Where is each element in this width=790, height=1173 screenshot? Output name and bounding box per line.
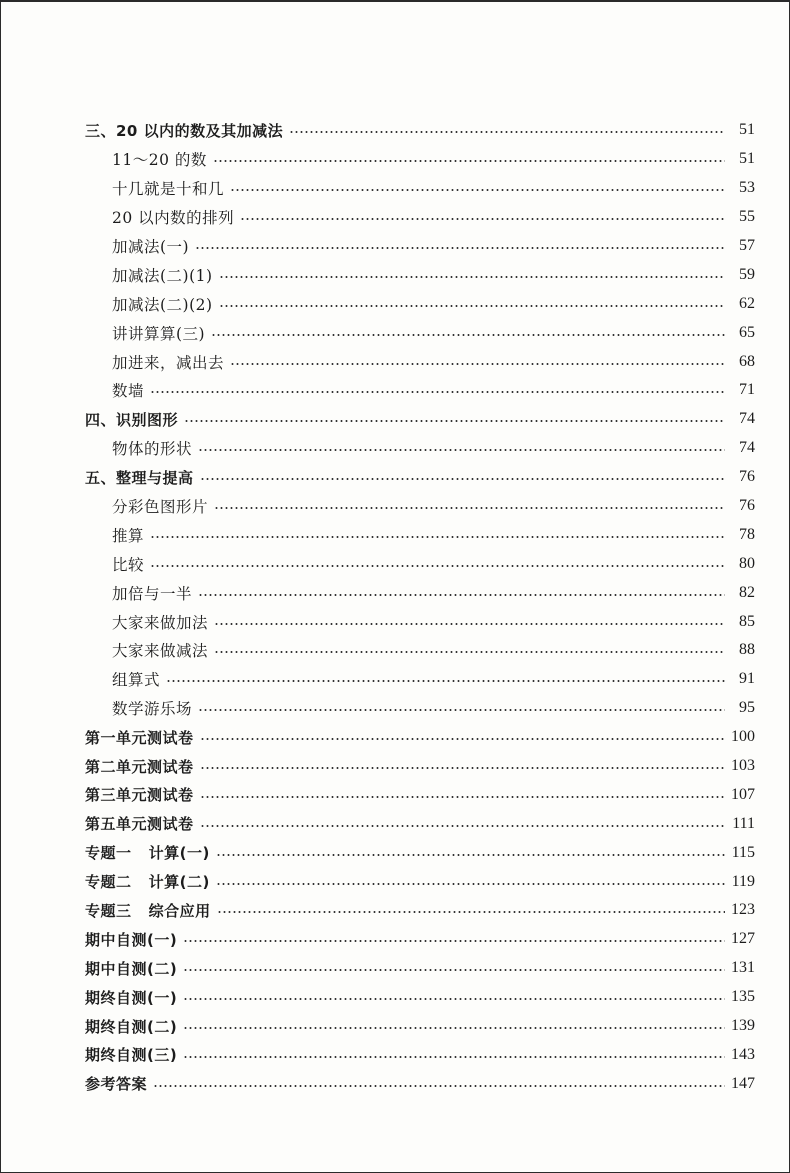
toc-entry-title: 第一单元测试卷 (85, 728, 194, 747)
toc-entry-title: 参考答案 (85, 1075, 148, 1094)
toc-section-entry (1, 405, 790, 434)
toc-entry-title: 三、20 以内的数及其加减法 (85, 121, 284, 140)
dot-leader (184, 420, 725, 422)
toc-section-entry (1, 983, 790, 1012)
toc-page-number: 74 (739, 439, 755, 457)
dot-leader (150, 391, 725, 393)
toc-page-number: 53 (739, 179, 755, 197)
toc-entry-title: 20 以内数的排列 (112, 209, 235, 228)
dot-leader (230, 189, 725, 191)
toc-section-entry (1, 954, 790, 983)
toc-section-entry (1, 838, 790, 867)
dot-leader (198, 449, 725, 451)
dot-leader (230, 363, 725, 365)
toc-subsection-entry (1, 289, 790, 318)
toc-entry-title: 讲讲算算(三) (112, 324, 206, 343)
toc-entry-title: 物体的形状 (112, 440, 193, 459)
toc-subsection-entry (1, 174, 790, 203)
toc-subsection-entry (1, 376, 790, 405)
toc-entry-title: 组算式 (112, 671, 161, 690)
toc-subsection-entry (1, 636, 790, 665)
toc-entry-title: 期中自测(二) (85, 959, 178, 978)
dot-leader (195, 247, 725, 249)
toc-page-number: 76 (739, 468, 755, 486)
toc-entry-title: 11～20 的数 (112, 151, 207, 170)
toc-page-number: 100 (731, 728, 755, 746)
toc-subsection-entry (1, 578, 790, 607)
toc-entry-title: 推算 (112, 526, 145, 545)
dot-leader (289, 131, 725, 133)
dot-leader (214, 623, 725, 625)
dot-leader (153, 1085, 725, 1087)
toc-page-number: 65 (739, 323, 755, 341)
toc-entry-title: 第三单元测试卷 (85, 786, 194, 805)
toc-subsection-entry (1, 549, 790, 578)
toc-section-entry (1, 1069, 790, 1098)
toc-entry-title: 专题三 综合应用 (85, 901, 211, 920)
toc-subsection-entry (1, 665, 790, 694)
toc-page-number: 80 (739, 554, 755, 572)
toc-section-entry (1, 925, 790, 954)
toc-page-number: 139 (731, 1017, 755, 1035)
toc-subsection-entry (1, 520, 790, 549)
toc-entry-title: 期中自测(一) (85, 930, 178, 949)
dot-leader (200, 767, 725, 769)
toc-entry-title: 五、整理与提高 (85, 468, 194, 487)
toc-entry-title: 加减法(一) (112, 238, 190, 256)
dot-leader (150, 536, 725, 538)
toc-subsection-entry (1, 694, 790, 723)
toc-page-number: 62 (739, 294, 755, 312)
toc-subsection-entry (1, 318, 790, 347)
toc-page-number: 57 (739, 237, 755, 254)
toc-page-number: 78 (739, 525, 755, 543)
dot-leader (211, 334, 725, 336)
dot-leader (219, 305, 725, 307)
toc-entry-title: 第五单元测试卷 (85, 815, 194, 834)
toc-entry-title: 加减法(二)(2) (112, 295, 213, 314)
toc-entry-title: 专题一 计算(一) (85, 844, 210, 863)
toc-section-entry (1, 896, 790, 925)
dot-leader (183, 940, 725, 942)
toc-subsection-entry (1, 232, 790, 261)
toc-page-number: 123 (731, 901, 755, 919)
dot-leader (240, 218, 725, 220)
dot-leader (198, 594, 725, 596)
toc-entry-title: 期终自测(一) (85, 988, 178, 1007)
dot-leader (200, 478, 725, 480)
toc-section-entry (1, 752, 790, 781)
toc-page-number: 74 (739, 410, 755, 428)
toc-entry-title: 十几就是十和几 (112, 180, 225, 199)
toc-subsection-entry (1, 203, 790, 232)
dot-leader (214, 507, 725, 509)
toc-entry-title: 期终自测(二) (85, 1017, 178, 1036)
dot-leader (183, 1027, 725, 1029)
dot-leader (217, 911, 725, 913)
toc-page-number: 111 (732, 814, 755, 832)
toc-page-number: 71 (739, 381, 755, 399)
toc-entry-title: 大家来做减法 (112, 642, 209, 661)
toc-page-number: 143 (731, 1045, 755, 1063)
toc-entry-title: 比较 (112, 555, 145, 574)
toc-subsection-entry (1, 145, 790, 174)
toc-section-entry (1, 809, 790, 838)
toc-section-entry (1, 116, 790, 145)
toc-subsection-entry (1, 347, 790, 376)
toc-entry-title: 期终自测(三) (85, 1046, 178, 1065)
dot-leader (200, 825, 725, 827)
toc-page-number: 147 (731, 1074, 755, 1092)
toc-page-number: 59 (739, 265, 755, 283)
toc-section-entry (1, 867, 790, 896)
toc-page-number: 95 (739, 699, 755, 717)
toc-page-number: 107 (731, 785, 755, 803)
toc-page-number: 68 (739, 352, 755, 370)
toc-entry-title: 加进来，减出去 (112, 353, 225, 372)
toc-entry-title: 数墙 (112, 382, 145, 401)
dot-leader (200, 738, 725, 740)
toc-page-number: 76 (739, 497, 755, 515)
toc-subsection-entry (1, 492, 790, 521)
toc-subsection-entry (1, 607, 790, 636)
toc-entry-title: 专题二 计算(二) (85, 873, 210, 892)
toc-section-entry (1, 780, 790, 809)
toc-page-number: 51 (739, 150, 755, 168)
dot-leader (219, 276, 725, 278)
toc-section-entry (1, 723, 790, 752)
dot-leader (213, 160, 725, 162)
toc-page-number: 55 (739, 208, 755, 226)
toc-page-number: 82 (739, 583, 755, 601)
toc-entry-title: 数学游乐场 (112, 700, 193, 719)
toc-page-number: 131 (731, 959, 755, 977)
toc-page-number: 115 (731, 843, 755, 861)
toc-page-number: 135 (731, 988, 755, 1006)
dot-leader (183, 969, 725, 971)
toc-subsection-entry (1, 434, 790, 463)
dot-leader (216, 883, 725, 885)
dot-leader (216, 854, 725, 856)
table-of-contents (1, 116, 790, 1098)
toc-page-number: 103 (731, 757, 755, 775)
toc-entry-title: 四、识别图形 (85, 410, 179, 429)
toc-entry-title: 第二单元测试卷 (85, 757, 194, 776)
dot-leader (214, 651, 725, 653)
toc-entry-title: 加减法(二)(1) (112, 266, 213, 285)
toc-entry-title: 分彩色图形片 (112, 498, 209, 517)
toc-entry-title: 大家来做加法 (112, 613, 209, 632)
dot-leader (150, 565, 725, 567)
dot-leader (183, 998, 725, 1000)
dot-leader (183, 1056, 725, 1058)
toc-entry-title: 加倍与一半 (112, 584, 193, 603)
toc-page-number: 88 (739, 641, 755, 659)
toc-section-entry (1, 463, 790, 492)
dot-leader (198, 709, 725, 711)
toc-page-number: 91 (739, 670, 755, 688)
toc-section-entry (1, 1041, 790, 1070)
toc-page-number: 85 (739, 612, 755, 630)
toc-page-number: 127 (731, 930, 755, 948)
toc-section-entry (1, 1012, 790, 1041)
toc-page-number: 119 (731, 872, 755, 890)
toc-page-number: 51 (739, 121, 755, 139)
dot-leader (166, 680, 725, 682)
dot-leader (200, 796, 725, 798)
toc-subsection-entry (1, 260, 790, 289)
